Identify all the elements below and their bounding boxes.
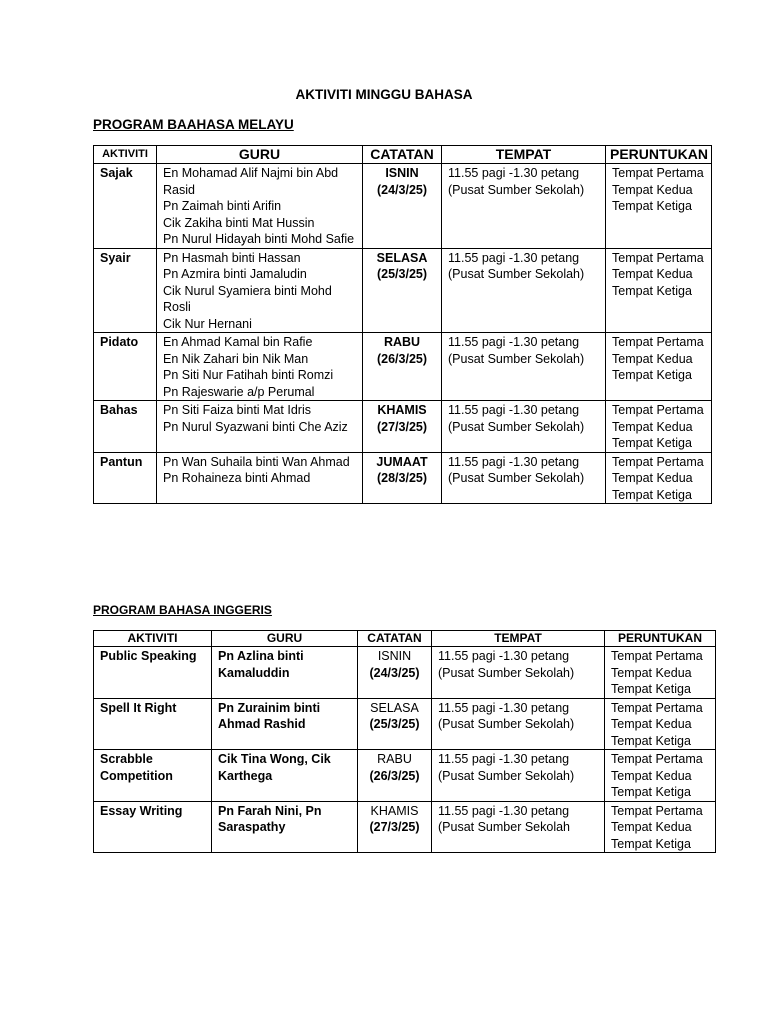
cell-aktiviti: Essay Writing xyxy=(94,801,212,853)
date-label: (26/3/25) xyxy=(376,351,428,366)
prize-label: Tempat Pertama xyxy=(611,803,703,818)
section-title-bahasa-melayu: PROGRAM BAAHASA MELAYU xyxy=(93,117,294,132)
teacher-name: En Nik Zahari bin Nik Man xyxy=(163,351,309,366)
cell-aktiviti: Syair xyxy=(94,248,157,333)
teacher-name: Pn Nurul Hidayah binti Mohd Safie xyxy=(163,232,355,246)
cell-tempat xyxy=(432,698,605,750)
date-label: (28/3/25) xyxy=(376,471,428,485)
cell-guru xyxy=(157,401,363,453)
prize-label: Tempat Pertama xyxy=(611,649,703,663)
cell-tempat xyxy=(442,164,606,249)
cell-aktiviti: Sajak xyxy=(94,164,157,249)
header-tempat: TEMPAT xyxy=(442,146,606,164)
day-label: SELASA xyxy=(370,700,419,715)
table-row xyxy=(94,750,716,802)
cell-aktiviti: Bahas xyxy=(94,401,157,453)
time-label: 11.55 pagi -1.30 petang xyxy=(438,752,570,766)
prize-label: Tempat Kedua xyxy=(611,768,692,783)
place-label: (Pusat Sumber Sekolah xyxy=(438,820,571,834)
header-guru: GURU xyxy=(157,146,363,164)
cell-aktiviti: Public Speaking xyxy=(94,647,212,699)
date-label: (27/3/25) xyxy=(376,419,428,434)
place-label: (Pusat Sumber Sekolah) xyxy=(438,768,575,783)
table-row xyxy=(94,401,712,453)
cell-catatan xyxy=(363,164,442,249)
cell-tempat xyxy=(432,801,605,853)
time-label: 11.55 pagi -1.30 petang xyxy=(438,803,570,818)
header-aktiviti: AKTIVITI xyxy=(94,631,212,647)
day-label: JUMAAT xyxy=(376,454,428,469)
cell-catatan xyxy=(363,401,442,453)
cell-peruntukan xyxy=(606,333,712,401)
date-label: (25/3/25) xyxy=(369,717,420,731)
cell-peruntukan xyxy=(605,801,716,853)
table-row xyxy=(94,698,716,750)
time-label: 11.55 pagi -1.30 petang xyxy=(438,649,570,663)
prize-label: Tempat Kedua xyxy=(612,267,693,281)
day-label: SELASA xyxy=(376,250,428,265)
cell-guru xyxy=(157,333,363,401)
table-bahasa-melayu xyxy=(93,145,712,504)
header-peruntukan: PERUNTUKAN xyxy=(605,631,716,647)
place-label: (Pusat Sumber Sekolah) xyxy=(448,351,585,366)
cell-peruntukan xyxy=(606,164,712,249)
place-label: (Pusat Sumber Sekolah) xyxy=(448,267,585,281)
date-label: (27/3/25) xyxy=(369,820,420,834)
cell-peruntukan xyxy=(606,248,712,333)
cell-aktiviti: Pantun xyxy=(94,452,157,504)
teacher-name: Pn Siti Nur Fatihah binti Romzi xyxy=(163,368,334,382)
cell-guru: Pn Zurainim binti Ahmad Rashid xyxy=(212,698,358,750)
cell-guru xyxy=(157,164,363,249)
prize-label: Tempat Pertama xyxy=(611,752,703,766)
prize-label: Tempat Pertama xyxy=(612,166,704,180)
header-tempat: TEMPAT xyxy=(432,631,605,647)
cell-catatan xyxy=(358,801,432,853)
cell-tempat xyxy=(442,333,606,401)
prize-label: Tempat Pertama xyxy=(612,335,704,349)
cell-peruntukan xyxy=(605,647,716,699)
prize-label: Tempat Kedua xyxy=(612,351,693,366)
cell-aktiviti: Scrabble Competition xyxy=(94,750,212,802)
table-row xyxy=(94,647,716,699)
table-row xyxy=(94,452,712,504)
prize-label: Tempat Ketiga xyxy=(612,283,692,298)
cell-guru xyxy=(157,452,363,504)
teacher-name: Cik Nur Hernani xyxy=(163,316,252,331)
time-label: 11.55 pagi -1.30 petang xyxy=(448,403,580,417)
table-row xyxy=(94,801,716,853)
teacher-name: Pn Rajeswarie a/p Perumal xyxy=(163,384,315,399)
table-row xyxy=(94,164,712,249)
day-label: RABU xyxy=(377,752,412,766)
cell-tempat xyxy=(442,452,606,504)
prize-label: Tempat Kedua xyxy=(612,419,693,434)
place-label: (Pusat Sumber Sekolah) xyxy=(448,419,585,434)
cell-catatan xyxy=(363,452,442,504)
prize-label: Tempat Ketiga xyxy=(612,368,692,382)
teacher-name: Pn Azmira binti Jamaludin xyxy=(163,267,307,281)
cell-peruntukan xyxy=(605,750,716,802)
cell-peruntukan xyxy=(605,698,716,750)
day-label: RABU xyxy=(383,335,421,349)
cell-tempat xyxy=(432,647,605,699)
cell-catatan xyxy=(358,698,432,750)
teacher-name: Cik Zakiha binti Mat Hussin xyxy=(163,215,315,230)
cell-catatan xyxy=(363,333,442,401)
header-aktiviti: AKTIVITI xyxy=(94,146,157,164)
place-label: (Pusat Sumber Sekolah) xyxy=(448,471,585,485)
teacher-name: Pn Nurul Syazwani binti Che Aziz xyxy=(163,419,348,434)
prize-label: Tempat Ketiga xyxy=(612,436,692,450)
prize-label: Tempat Ketiga xyxy=(612,487,692,502)
teacher-name: Pn Zaimah binti Arifin xyxy=(163,199,282,213)
place-label: (Pusat Sumber Sekolah) xyxy=(438,665,575,680)
prize-label: Tempat Kedua xyxy=(611,665,692,680)
table-bahasa-inggeris xyxy=(93,630,716,853)
cell-catatan xyxy=(358,750,432,802)
teacher-name: Pn Hasmah binti Hassan xyxy=(163,250,301,265)
time-label: 11.55 pagi -1.30 petang xyxy=(438,700,570,715)
teacher-name: En Mohamad Alif Najmi bin Abd Rasid xyxy=(163,166,339,197)
day-label: ISNIN xyxy=(377,649,412,663)
prize-label: Tempat Kedua xyxy=(611,820,692,834)
date-label: (26/3/25) xyxy=(369,768,420,783)
header-catatan: CATATAN xyxy=(358,631,432,647)
time-label: 11.55 pagi -1.30 petang xyxy=(448,335,580,349)
section-title-bahasa-inggeris: PROGRAM BAHASA INGGERIS xyxy=(93,603,272,617)
prize-label: Tempat Pertama xyxy=(612,250,704,265)
prize-label: Tempat Ketiga xyxy=(611,682,691,696)
place-label: (Pusat Sumber Sekolah) xyxy=(438,717,575,731)
table-header-row xyxy=(94,631,716,647)
cell-aktiviti: Pidato xyxy=(94,333,157,401)
cell-tempat xyxy=(432,750,605,802)
header-peruntukan: PERUNTUKAN xyxy=(606,146,712,164)
prize-label: Tempat Ketiga xyxy=(611,836,691,851)
teacher-name: Pn Wan Suhaila binti Wan Ahmad xyxy=(163,454,350,469)
date-label: (24/3/25) xyxy=(376,182,428,197)
time-label: 11.55 pagi -1.30 petang xyxy=(448,454,580,469)
cell-catatan xyxy=(363,248,442,333)
day-label: KHAMIS xyxy=(370,803,419,818)
cell-catatan xyxy=(358,647,432,699)
cell-aktiviti: Spell It Right xyxy=(94,698,212,750)
document-title: AKTIVITI MINGGU BAHASA xyxy=(295,87,473,102)
prize-label: Tempat Ketiga xyxy=(611,733,691,748)
date-label: (25/3/25) xyxy=(376,267,428,281)
day-label: KHAMIS xyxy=(377,403,427,417)
header-catatan: CATATAN xyxy=(363,146,442,164)
cell-peruntukan xyxy=(606,452,712,504)
cell-guru: Pn Farah Nini, Pn Saraspathy xyxy=(212,801,358,853)
date-label: (24/3/25) xyxy=(369,665,420,680)
cell-tempat xyxy=(442,401,606,453)
prize-label: Tempat Ketiga xyxy=(611,785,691,799)
prize-label: Tempat Pertama xyxy=(611,700,703,715)
header-guru: GURU xyxy=(212,631,358,647)
prize-label: Tempat Kedua xyxy=(611,717,692,731)
table-row xyxy=(94,333,712,401)
day-label: ISNIN xyxy=(385,166,419,180)
table-row xyxy=(94,248,712,333)
cell-guru: Cik Tina Wong, Cik Karthega xyxy=(212,750,358,802)
prize-label: Tempat Pertama xyxy=(612,454,704,469)
teacher-name: Cik Nurul Syamiera binti Mohd Rosli xyxy=(163,283,332,314)
table-header-row xyxy=(94,146,712,164)
place-label: (Pusat Sumber Sekolah) xyxy=(448,182,585,197)
teacher-name: Pn Siti Faiza binti Mat Idris xyxy=(163,403,311,417)
cell-guru: Pn Azlina binti Kamaluddin xyxy=(212,647,358,699)
cell-peruntukan xyxy=(606,401,712,453)
prize-label: Tempat Kedua xyxy=(612,182,693,197)
prize-label: Tempat Pertama xyxy=(612,403,704,417)
teacher-name: En Ahmad Kamal bin Rafie xyxy=(163,335,313,349)
cell-tempat xyxy=(442,248,606,333)
teacher-name: Pn Rohaineza binti Ahmad xyxy=(163,471,311,485)
time-label: 11.55 pagi -1.30 petang xyxy=(448,250,580,265)
prize-label: Tempat Ketiga xyxy=(612,199,692,213)
cell-guru xyxy=(157,248,363,333)
time-label: 11.55 pagi -1.30 petang xyxy=(448,166,580,180)
prize-label: Tempat Kedua xyxy=(612,471,693,485)
